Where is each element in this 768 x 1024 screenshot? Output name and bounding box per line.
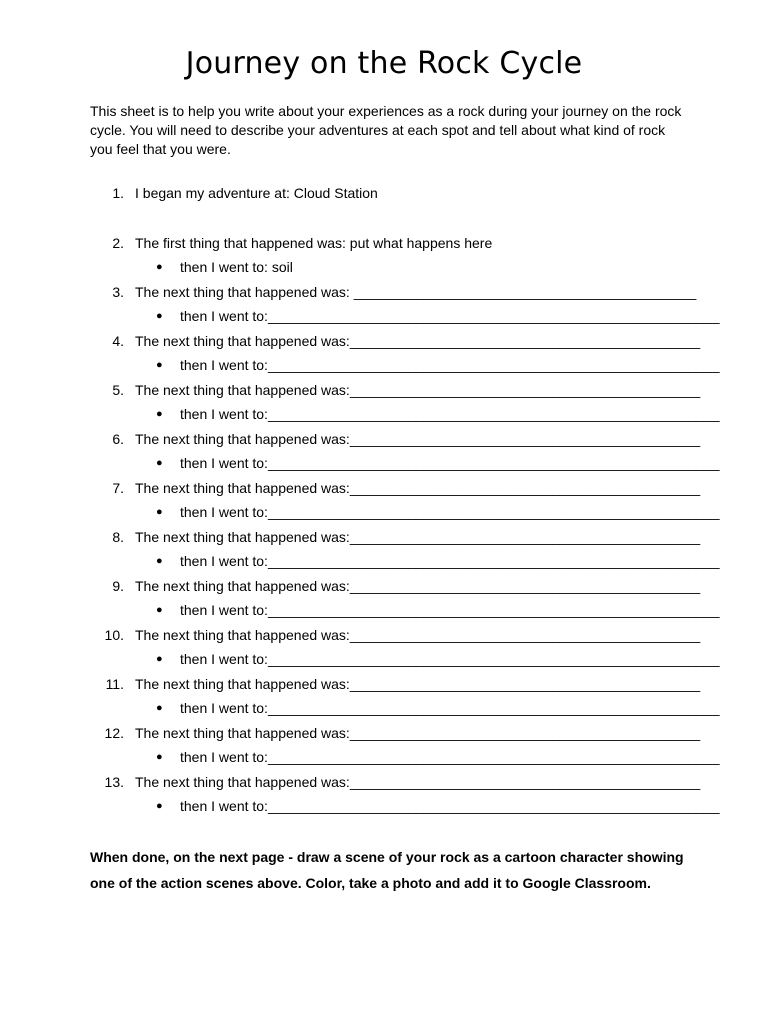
bullet-icon: ●: [156, 310, 163, 322]
list-item-number: 2.: [112, 235, 124, 251]
sub-bullet-text: then I went to:__________________________________________________________: [180, 357, 720, 373]
sub-bullet-text: then I went to:__________________________________________________________: [180, 504, 720, 520]
sub-bullet-text: then I went to:__________________________________________________________: [180, 651, 720, 667]
list-item-number: 5.: [112, 382, 124, 398]
page-title: Journey on the Rock Cycle: [185, 46, 583, 81]
list-item-number: 4.: [112, 333, 124, 349]
list-item-number: 12.: [104, 725, 124, 741]
list-item-text: The first thing that happened was: put what happens here: [135, 235, 493, 251]
sub-bullet-text: then I went to:__________________________________________________________: [180, 700, 720, 716]
list-item-text: The next thing that happened was:_____________________________________________: [135, 333, 701, 349]
sub-bullet-text: then I went to: soil: [180, 259, 293, 275]
list-item-text: The next thing that happened was:_____________________________________________: [135, 578, 701, 594]
bullet-icon: ●: [156, 506, 163, 518]
list-item-text: The next thing that happened was:_____________________________________________: [135, 774, 701, 790]
list-item-text: The next thing that happened was:_____________________________________________: [135, 627, 701, 643]
list-item-number: 11.: [105, 676, 124, 692]
list-item-text: The next thing that happened was:_____________________________________________: [135, 529, 701, 545]
sub-bullet-text: then I went to:__________________________________________________________: [180, 455, 720, 471]
bullet-icon: ●: [156, 604, 163, 616]
list-item-number: 3.: [112, 284, 124, 300]
bullet-icon: ●: [156, 261, 163, 273]
sub-bullet-text: then I went to:__________________________________________________________: [180, 308, 720, 324]
list-item-number: 6.: [112, 431, 124, 447]
list-item-number: 1.: [112, 185, 124, 201]
bullet-icon: ●: [156, 555, 163, 567]
list-item-text: The next thing that happened was: ____________________________________________: [135, 284, 697, 300]
bullet-icon: ●: [156, 702, 163, 714]
list-item-number: 8.: [112, 529, 124, 545]
list-item-number: 10.: [104, 627, 124, 643]
bullet-icon: ●: [156, 751, 163, 763]
list-item-number: 9.: [112, 578, 124, 594]
list-item-text: The next thing that happened was:_____________________________________________: [135, 431, 701, 447]
sub-bullet-text: then I went to:__________________________________________________________: [180, 602, 720, 618]
list-item-text: The next thing that happened was:_____________________________________________: [135, 480, 701, 496]
list-item-text: The next thing that happened was:_____________________________________________: [135, 725, 701, 741]
bullet-icon: ●: [156, 457, 163, 469]
sub-bullet-text: then I went to:__________________________________________________________: [180, 406, 720, 422]
sub-bullet-text: then I went to:__________________________________________________________: [180, 749, 720, 765]
list-item-number: 13.: [104, 774, 124, 790]
list-item-number: 7.: [112, 480, 124, 496]
bullet-icon: ●: [156, 359, 163, 371]
sub-bullet-text: then I went to:__________________________________________________________: [180, 798, 720, 814]
bullet-icon: ●: [156, 408, 163, 420]
sub-bullet-text: then I went to:__________________________________________________________: [180, 553, 720, 569]
list-item-text: The next thing that happened was:_____________________________________________: [135, 382, 701, 398]
bullet-icon: ●: [156, 653, 163, 665]
bullet-icon: ●: [156, 800, 163, 812]
list-item-text: I began my adventure at: Cloud Station: [135, 185, 378, 201]
footer-instructions: When done, on the next page - draw a scene of your rock as a cartoon character showing one of the action scenes above. Color, take a photo and add it to Google Classroom.: [90, 849, 684, 891]
list-item-text: The next thing that happened was:_____________________________________________: [135, 676, 701, 692]
intro-paragraph: This sheet is to help you write about your experiences as a rock during your journey on the rock cycle. You will need to describe your adventures at each spot and tell about what kind of rock you feel that you were.: [90, 103, 682, 157]
